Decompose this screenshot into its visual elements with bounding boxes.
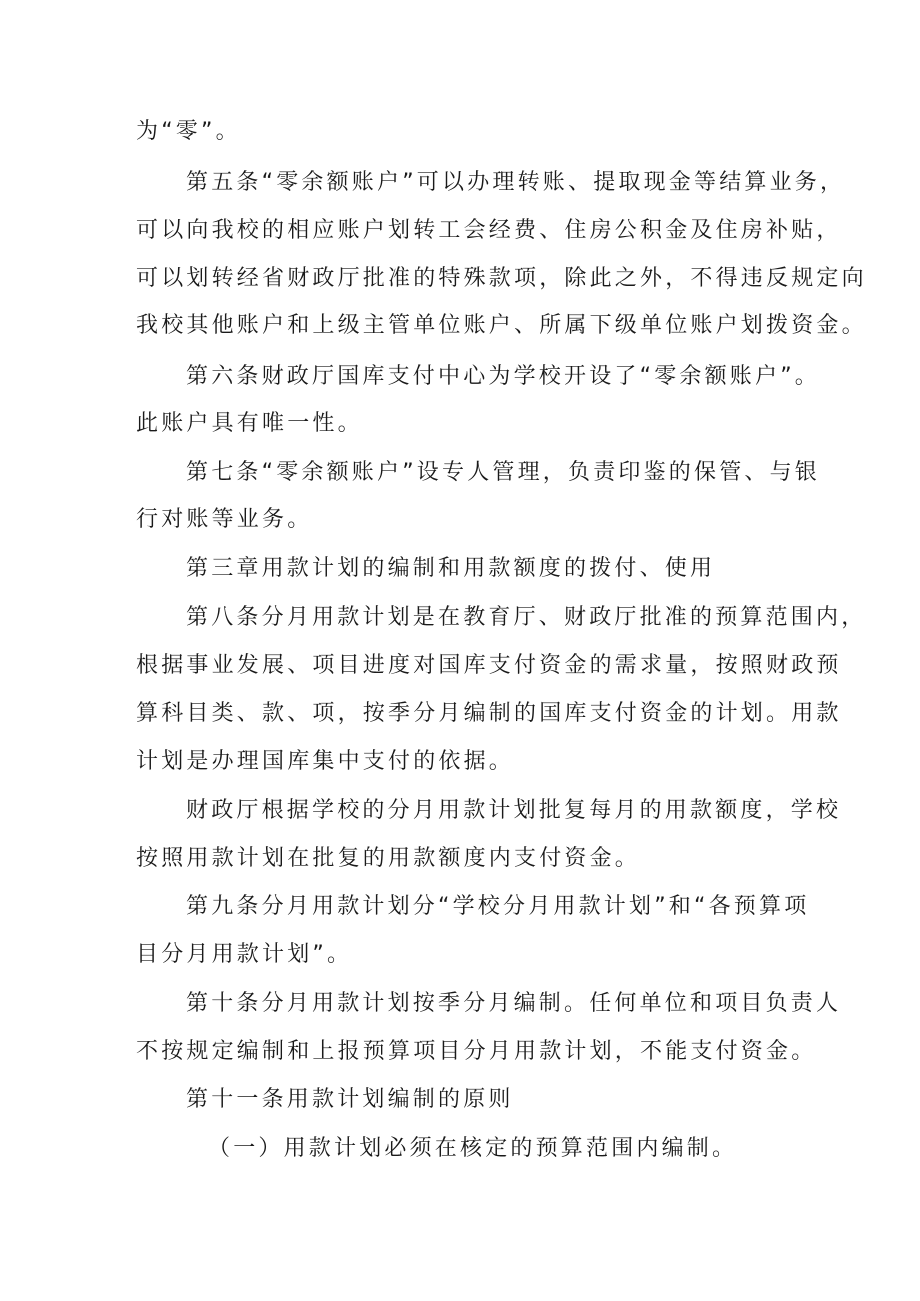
text-line: 按照用款计划在批复的用款额度内支付资金。 bbox=[136, 846, 641, 871]
text-line: 第十条分月用款计划按季分月编制。任何单位和项目负责人 bbox=[186, 991, 842, 1016]
chapter-heading: 第三章用款计划的编制和用款额度的拨付、使用 bbox=[186, 556, 716, 581]
text-line: 第六条财政厅国库支付中心为学校开设了“零余额账户”。 bbox=[186, 364, 820, 389]
text-line: 第十一条用款计划编制的原则 bbox=[186, 1087, 514, 1112]
text-line: 可以向我校的相应账户划转工会经费、住房公积金及住房补贴， bbox=[136, 218, 842, 243]
text-line: 此账户具有唯一性。 bbox=[136, 411, 363, 436]
text-line: 第八条分月用款计划是在教育厅、财政厅批准的预算范围内， bbox=[186, 605, 867, 630]
text-line: 算科目类、款、项，按季分月编制的国库支付资金的计划。用款 bbox=[136, 701, 842, 726]
text-line: 财政厅根据学校的分月用款计划批复每月的用款额度，学校 bbox=[186, 798, 842, 823]
text-line: 我校其他账户和上级主管单位账户、所属下级单位账户划拨资金。 bbox=[136, 313, 867, 338]
text-line: 计划是办理国库集中支付的依据。 bbox=[136, 749, 515, 774]
text-line: 为“零”。 bbox=[136, 119, 241, 144]
text-line: 行对账等业务。 bbox=[136, 507, 313, 532]
text-line: 第九条分月用款计划分“学校分月用款计划”和“各预算项 bbox=[186, 894, 810, 919]
text-line: 目分月用款计划”。 bbox=[136, 942, 353, 967]
text-line: 可以划转经省财政厅批准的特殊款项，除此之外，不得违反规定向 bbox=[136, 266, 867, 291]
text-line: 不按规定编制和上报预算项目分月用款计划，不能支付资金。 bbox=[136, 1039, 817, 1064]
text-line: （一）用款计划必须在核定的预算范围内编制。 bbox=[208, 1136, 738, 1161]
text-line: 第七条“零余额账户”设专人管理，负责印鉴的保管、与银 bbox=[186, 460, 820, 485]
text-line: 第五条“零余额账户”可以办理转账、提取现金等结算业务， bbox=[186, 170, 846, 195]
text-line: 根据事业发展、项目进度对国库支付资金的需求量，按照财政预 bbox=[136, 653, 842, 678]
